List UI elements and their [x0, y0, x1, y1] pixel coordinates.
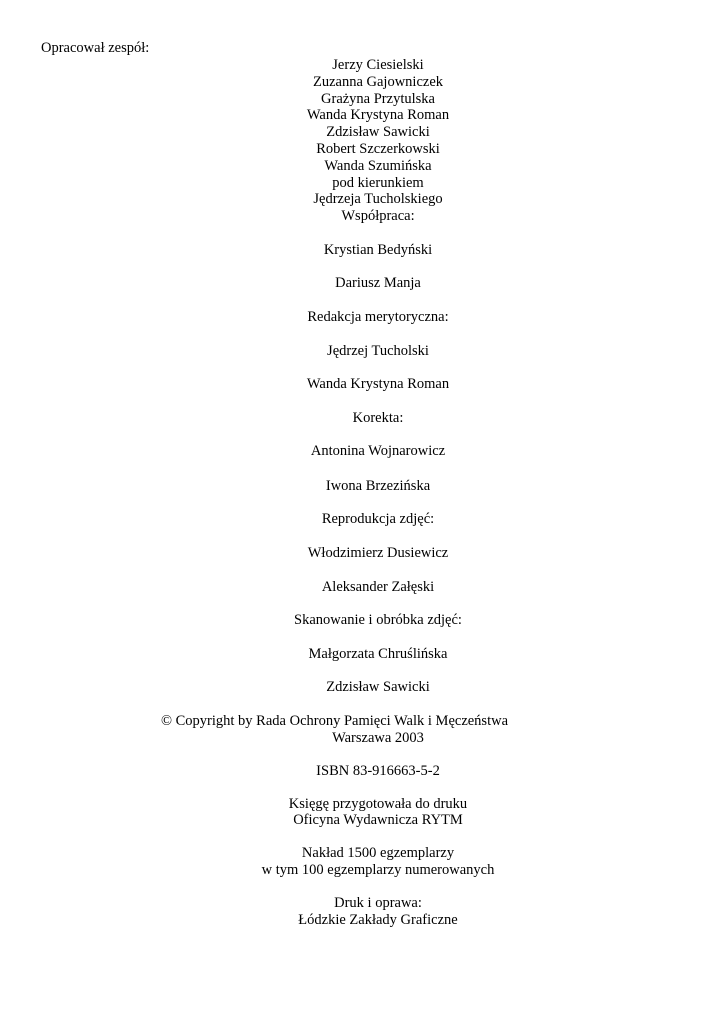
- editing-name: Wanda Krystyna Roman: [306, 376, 450, 393]
- team-member: Jerzy Ciesielski: [332, 57, 424, 73]
- proofreading-label: Korekta:: [352, 409, 404, 426]
- isbn: ISBN 83-916663-5-2: [316, 762, 440, 779]
- editing-name: Jędrzej Tucholski: [327, 342, 429, 359]
- cooperation-label: Współpraca:: [341, 208, 415, 225]
- team-member: Grażyna Przytulska: [321, 90, 435, 107]
- cooperation-name: Dariusz Manja: [335, 275, 421, 292]
- team-member: Wanda Krystyna Roman: [306, 107, 450, 124]
- credits-column: [0, 57, 724, 929]
- team-member: Robert Szczerkowski: [316, 140, 440, 157]
- editing-label: Redakcja merytoryczna:: [307, 308, 449, 325]
- team-member: Wanda Szumińska: [324, 157, 432, 174]
- circulation-line: w tym 100 egzemplarzy numerowanych: [261, 862, 495, 879]
- team-member: Zuzanna Gajowniczek: [312, 73, 444, 90]
- scanning-label: Skanowanie i obróbka zdjęć:: [294, 612, 462, 629]
- team-member: Zdzisław Sawicki: [326, 124, 430, 141]
- copyright-text: © Copyright by Rada Ochrony Pamięci Walk i Męczeństwa: [160, 712, 509, 729]
- copyright-place-year: Warszawa 2003: [332, 729, 424, 746]
- proofreading-name: Iwona Brzezińska: [325, 477, 431, 494]
- prepress-name: Oficyna Wydawnicza RYTM: [293, 812, 463, 829]
- prepress-label: Księgę przygotowała do druku: [288, 795, 468, 812]
- scanning-name: Małgorzata Chruślińska: [308, 645, 448, 662]
- supervision-prefix: pod kierunkiem: [332, 174, 424, 191]
- team-label: Opracował zespół:: [41, 40, 150, 56]
- printing-label: Druk i oprawa:: [334, 895, 422, 912]
- photo-reproduction-label: Reprodukcja zdjęć:: [321, 511, 435, 528]
- printing-name: Łódzkie Zakłady Graficzne: [298, 912, 458, 928]
- proofreading-name: Antonina Wojnarowicz: [310, 443, 446, 460]
- scanning-name: Zdzisław Sawicki: [326, 679, 430, 696]
- circulation-line: Nakład 1500 egzemplarzy: [301, 845, 455, 862]
- cooperation-name: Krystian Bedyński: [323, 241, 433, 258]
- supervisor-name: Jędrzeja Tucholskiego: [313, 191, 443, 208]
- photo-reproduction-name: Aleksander Załęski: [321, 578, 435, 595]
- photo-reproduction-name: Włodzimierz Dusiewicz: [307, 544, 449, 561]
